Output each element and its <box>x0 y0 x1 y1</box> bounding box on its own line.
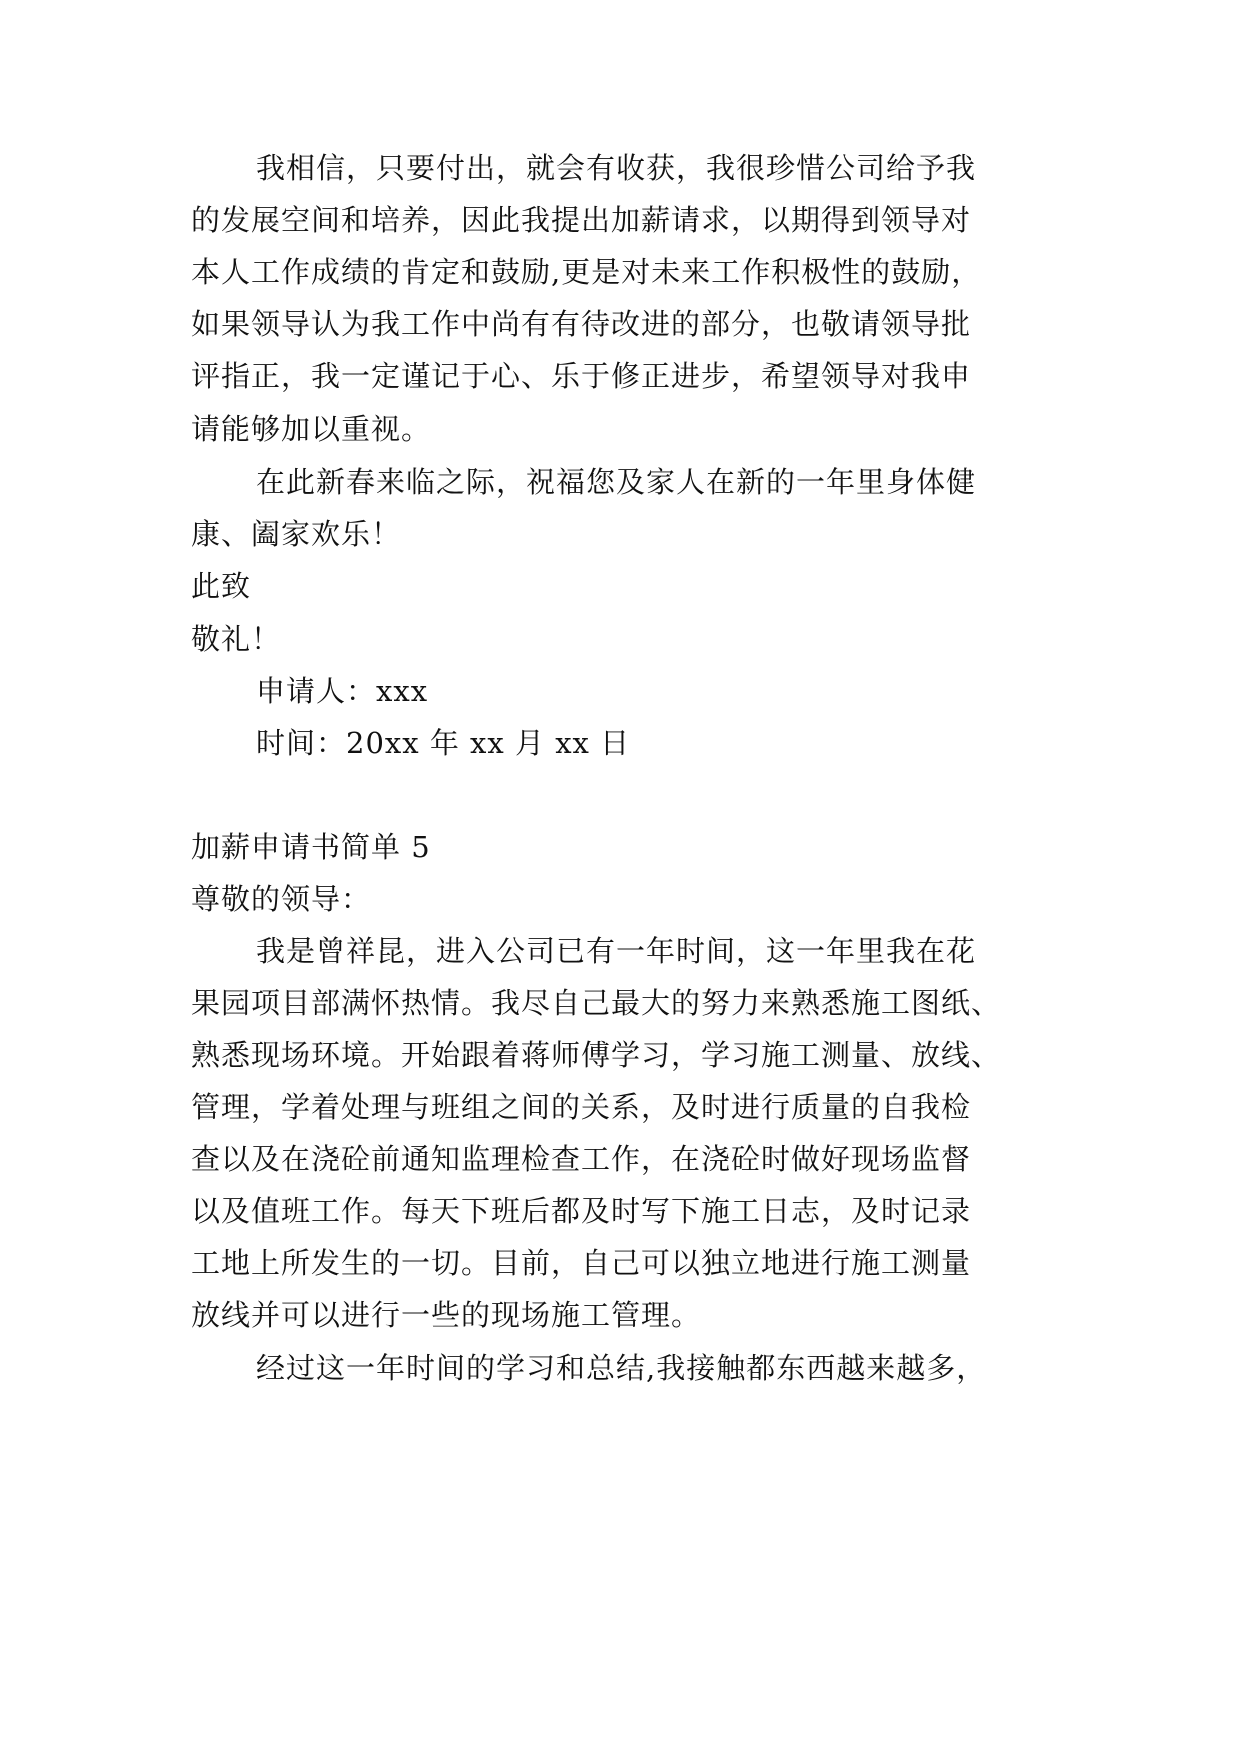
section-title: 加薪申请书简单 5 <box>191 830 431 864</box>
paragraph-line: 果园项目部满怀热情。我尽自己最大的努力来熟悉施工图纸、 <box>191 986 1002 1020</box>
paragraph-line: 请能够加以重视。 <box>191 412 432 446</box>
date-line: 时间：20xx 年 xx 月 xx 日 <box>256 726 631 760</box>
paragraph-line: 熟悉现场环境。开始跟着蒋师傅学习，学习施工测量、放线、 <box>191 1038 1002 1072</box>
closing-line: 此致 <box>191 569 252 603</box>
salutation: 尊敬的领导： <box>191 882 372 916</box>
paragraph-line: 我是曾祥昆，进入公司已有一年时间，这一年里我在花 <box>256 934 977 968</box>
paragraph-line: 在此新春来临之际，祝福您及家人在新的一年里身体健 <box>256 465 977 499</box>
paragraph-line: 我相信，只要付出，就会有收获，我很珍惜公司给予我 <box>256 151 977 185</box>
paragraph-line: 的发展空间和培养，因此我提出加薪请求，以期得到领导对 <box>191 203 972 237</box>
paragraph-line: 以及值班工作。每天下班后都及时写下施工日志，及时记录 <box>191 1194 972 1228</box>
paragraph-line: 管理，学着处理与班组之间的关系，及时进行质量的自我检 <box>191 1090 972 1124</box>
paragraph-line: 评指正，我一定谨记于心、乐于修正进步，希望领导对我申 <box>191 359 972 393</box>
paragraph-line: 康、阖家欢乐！ <box>191 517 402 551</box>
closing-line: 敬礼！ <box>191 622 282 656</box>
paragraph-line: 放线并可以进行一些的现场施工管理。 <box>191 1298 702 1332</box>
applicant-line: 申请人：xxx <box>256 674 429 708</box>
paragraph-line: 如果领导认为我工作中尚有有待改进的部分，也敬请领导批 <box>191 307 972 341</box>
paragraph-line: 经过这一年时间的学习和总结,我接触都东西越来越多， <box>256 1351 987 1385</box>
paragraph-line: 工地上所发生的一切。目前，自己可以独立地进行施工测量 <box>191 1246 972 1280</box>
paragraph-line: 本人工作成绩的肯定和鼓励,更是对未来工作积极性的鼓励， <box>191 255 982 289</box>
paragraph-line: 查以及在浇砼前通知监理检查工作，在浇砼时做好现场监督 <box>191 1142 972 1176</box>
